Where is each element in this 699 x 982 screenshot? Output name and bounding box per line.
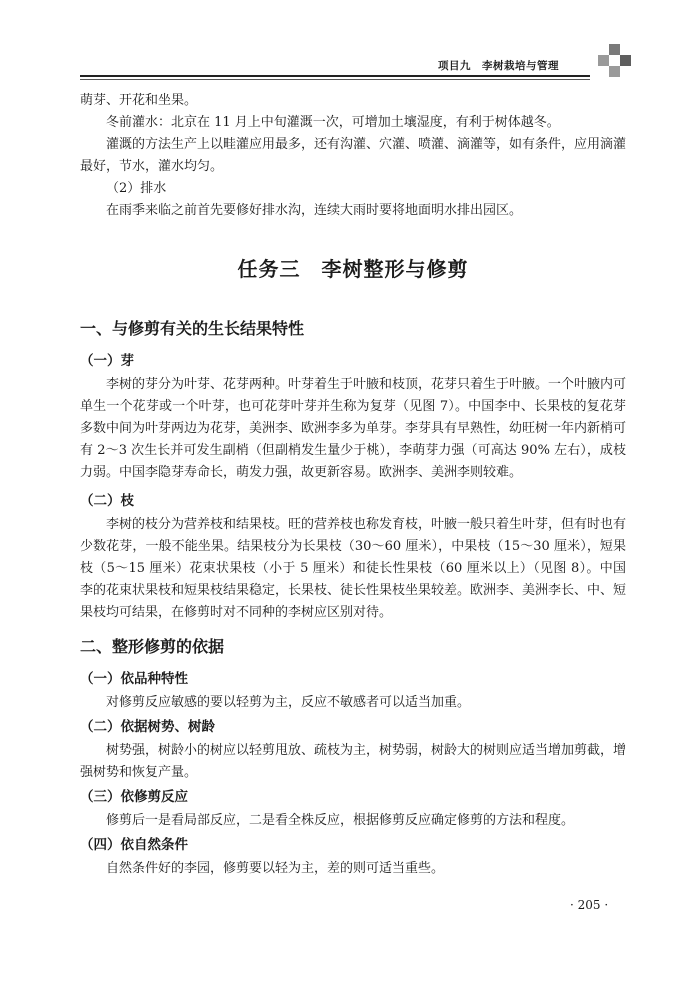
subsection-heading: （二）枝 — [80, 493, 134, 509]
paragraph: 对修剪反应敏感的要以轻剪为主，反应不敏感者可以适当加重。 — [106, 695, 471, 710]
header-rule — [80, 75, 590, 77]
page-body — [80, 90, 626, 880]
paragraph: 自然条件好的李园，修剪要以轻为主，差的则可适当重些。 — [106, 861, 445, 876]
paragraph: 在雨季来临之前首先要修好排水沟，连续大雨时要将地面明水排出园区。 — [106, 203, 523, 218]
paragraph: （2）排水 — [106, 181, 167, 196]
page-number: · 205 · — [570, 898, 609, 912]
paragraph: 修剪后一是看局部反应，二是看全株反应，根据修剪反应确定修剪的方法和程度。 — [106, 813, 575, 828]
subsection-heading: （一）依品种特性 — [80, 671, 188, 687]
section-heading: 二、整形修剪的依据 — [80, 637, 225, 656]
task-title: 任务三 李树整形与修剪 — [237, 257, 469, 281]
paragraph: 萌芽、开花和坐果。 — [80, 93, 198, 108]
paragraph: 李树的枝分为营养枝和结果枝。旺的营养枝也称发育枝，叶腋一般只着生叶芽，但有时也有少数花芽，一般不能坐果。结果枝分为长果枝（30～60 厘米），中果枝（15～30 厘米），短果枝（5～15 厘米）花束状果枝（小于 5 厘米）和徒长性果枝（60 厘米以上）（见图 8）。中国李的花束状果枝和短果枝结果稳定，长果枝、徒长性果枝坐果较差。欧洲李、美洲李长、中、短果枝均可结果，在修剪时对不同种的李树应区别对待。 — [80, 517, 627, 620]
subsection-heading: （四）依自然条件 — [80, 837, 188, 853]
section-heading: 一、与修剪有关的生长结果特性 — [80, 319, 305, 338]
corner-decoration-icon — [598, 44, 632, 78]
paragraph: 冬前灌水：北京在 11 月上中旬灌溉一次，可增加土壤湿度，有利于树体越冬。 — [106, 115, 560, 130]
running-header: 项目九 李树栽培与管理 — [438, 60, 559, 72]
paragraph: 李树的芽分为叶芽、花芽两种。叶芽着生于叶腋和枝顶，花芽只着生于叶腋。一个叶腋内可单生一个花芽或一个叶芽，也可花芽叶芽并生称为复芽（见图 7）。中国李中、长果枝的复花芽多数中间为叶芽两边为花芽，美洲李、欧洲李多为单芽。李芽具有早熟性，幼旺树一年内新梢可有 2～3 次生长并可发生副梢（但副梢发生量少于桃），李萌芽力强（可高达 90% 左右），成枝力弱。中国李隐芽寿命长，萌发力强，故更新容易。欧洲李、美洲李则较难。 — [80, 377, 627, 480]
subsection-heading: （三）依修剪反应 — [80, 789, 188, 805]
subsection-heading: （二）依据树势、树龄 — [80, 719, 215, 735]
paragraph: 树势强，树龄小的树应以轻剪甩放、疏枝为主，树势弱，树龄大的树则应适当增加剪截，增强树势和恢复产量。 — [80, 743, 627, 780]
paragraph: 灌溉的方法生产上以畦灌应用最多，还有沟灌、穴灌、喷灌、滴灌等，如有条件，应用滴灌最好，节水，灌水均匀。 — [80, 137, 627, 174]
subsection-heading: （一）芽 — [80, 353, 134, 369]
header-rule-thin — [80, 79, 590, 80]
